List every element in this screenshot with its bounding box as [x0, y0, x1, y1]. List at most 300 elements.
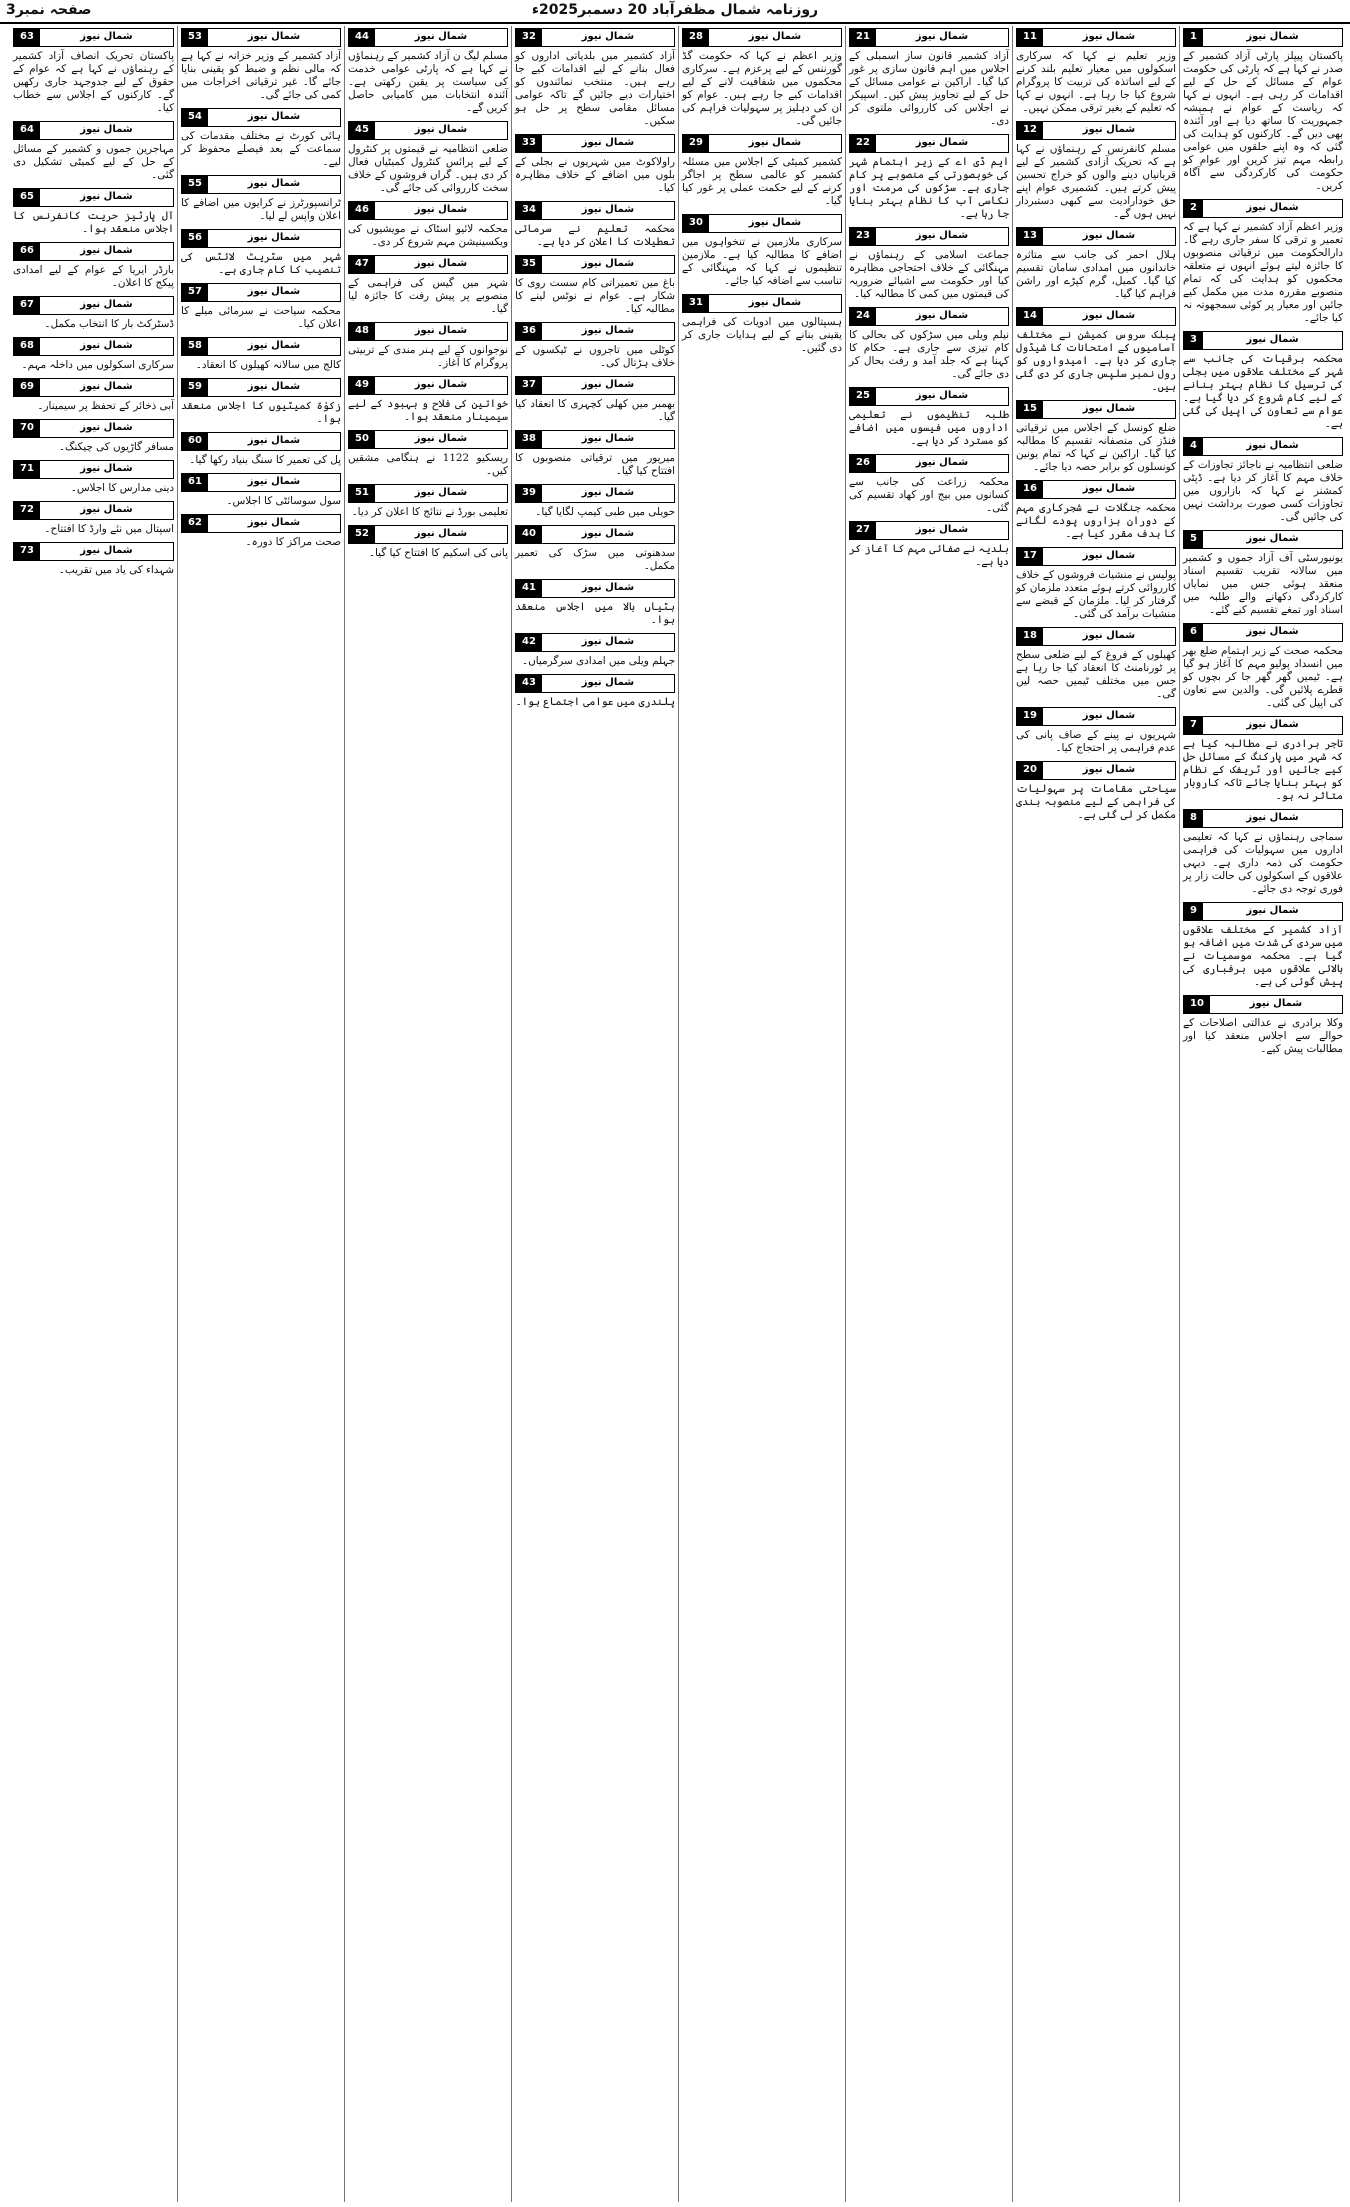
news-source-label: شمال نیوز [247, 111, 301, 122]
news-body: وکلا برادری نے عدالتی اصلاحات کے حوالے سے اجلاس منعقد کیا اور مطالبات پیش کیے۔ [1183, 1017, 1343, 1055]
news-number: 35 [516, 256, 542, 273]
news-source-label: شمال نیوز [414, 124, 468, 135]
news-source-label: شمال نیوز [414, 204, 468, 215]
news-tag [849, 454, 1009, 473]
news-tag [849, 134, 1009, 153]
news-source-label: شمال نیوز [581, 204, 635, 215]
news-number: 18 [1017, 628, 1043, 645]
news-body: ڈسٹرکٹ بار کا انتخاب مکمل۔ [44, 318, 174, 330]
news-item [181, 175, 341, 223]
news-source-label: شمال نیوز [1082, 764, 1136, 775]
news-body: پلندری میں عوامی اجتماع ہوا۔ [515, 696, 675, 708]
news-tag [1183, 199, 1343, 218]
news-number: 33 [516, 135, 542, 152]
news-body: آبی ذخائر کے تحفظ پر سیمینار۔ [37, 400, 174, 412]
news-body: سرکاری اسکولوں میں داخلہ مہم۔ [21, 359, 174, 371]
news-item [849, 521, 1009, 569]
news-tag [1016, 121, 1176, 140]
news-body: سیاحتی مقامات پر سہولیات کی فراہمی کے لیے منصوبہ بندی مکمل کر لی گئی ہے۔ [1016, 783, 1176, 821]
news-tag [515, 633, 675, 652]
news-number: 8 [1184, 810, 1203, 827]
news-item [515, 255, 675, 316]
news-item [1183, 716, 1343, 803]
news-body: نوجوانوں کے لیے ہنر مندی کے تربیتی پروگرام کا آغاز۔ [348, 344, 508, 369]
news-source-label: شمال نیوز [748, 217, 802, 228]
news-source-label: شمال نیوز [915, 390, 969, 401]
news-number: 49 [349, 377, 375, 394]
news-number: 30 [683, 215, 709, 232]
news-column [10, 26, 177, 2202]
news-column [1012, 26, 1179, 2202]
news-tag [13, 542, 174, 561]
news-body: تعلیمی بورڈ نے نتائج کا اعلان کر دیا۔ [351, 506, 508, 518]
news-item [13, 242, 174, 290]
news-source-label: شمال نیوز [1082, 230, 1136, 241]
news-body: خواتین کی فلاح و بہبود کے لیے سیمینار منعقد ہوا۔ [348, 398, 508, 423]
news-body: شہداء کی یاد میں تقریب۔ [58, 564, 174, 576]
news-body: اسپتال میں نئے وارڈ کا افتتاح۔ [44, 523, 174, 535]
news-number: 46 [349, 202, 375, 219]
news-source-label: شمال نیوز [581, 325, 635, 336]
news-body: مسافر گاڑیوں کی چیکنگ۔ [58, 441, 174, 453]
news-tag [348, 255, 508, 274]
news-column [177, 26, 344, 2202]
news-number: 10 [1184, 996, 1210, 1013]
news-source-label: شمال نیوز [748, 31, 802, 42]
news-number: 53 [182, 29, 208, 46]
news-item [682, 294, 842, 355]
news-number: 39 [516, 485, 542, 502]
news-tag [849, 387, 1009, 406]
news-source-label: شمال نیوز [1246, 533, 1299, 544]
news-tag [849, 521, 1009, 540]
news-tag [515, 525, 675, 544]
news-source-label: شمال نیوز [748, 297, 802, 308]
news-tag [348, 28, 508, 47]
news-source-label: شمال نیوز [80, 463, 133, 474]
news-body: جہلم ویلی میں امدادی سرگرمیاں۔ [522, 655, 675, 667]
news-column [344, 26, 511, 2202]
news-source-label: شمال نیوز [414, 379, 468, 390]
news-source-label: شمال نیوز [80, 340, 133, 351]
news-tag [181, 337, 341, 356]
news-number: 50 [349, 431, 375, 448]
news-tag [515, 322, 675, 341]
news-item [181, 28, 341, 102]
news-source-label: شمال نیوز [915, 31, 969, 42]
news-item [515, 28, 675, 128]
news-body: پاکستان پیپلز پارٹی آزاد کشمیر کے صدر نے کہا ہے کہ پارٹی کی حکومت عوام کے مسائل کے حل کے لیے اقدامات کر رہی ہے۔ انہوں نے کہا کہ ریاست کے عوام نے ہمیشہ جمہوریت کا ساتھ دیا ہے اور آئندہ بھی دیں گے۔ کارکنوں کو ہدایت کی گئی کہ وہ اپنے حلقوں میں عوامی رابطہ مہم تیز کریں اور عوام کو حکومت کی کارکردگی سے آگاہ کریں۔ [1183, 50, 1343, 192]
news-body: سدھنوتی میں سڑک کی تعمیر مکمل۔ [515, 547, 675, 572]
news-tag [1016, 400, 1176, 419]
news-tag [181, 473, 341, 492]
news-source-label: شمال نیوز [414, 528, 468, 539]
news-body: محکمہ لائیو اسٹاک نے مویشیوں کی ویکسینیشن مہم شروع کر دی۔ [348, 223, 508, 248]
news-tag [1183, 437, 1343, 456]
news-source-label: شمال نیوز [1246, 812, 1299, 823]
news-source-label: شمال نیوز [581, 258, 635, 269]
news-body: محکمہ صحت کے زیر اہتمام ضلع بھر میں انسداد پولیو مہم کا آغاز ہو گیا ہے۔ ٹیمیں گھر گھر جا کر بچوں کو قطرے پلائیں گی۔ والدین سے تعاون کی اپیل کی گئی۔ [1183, 645, 1343, 709]
news-item [1016, 400, 1176, 474]
news-tag [348, 484, 508, 503]
news-tag [181, 378, 341, 397]
news-source-label: شمال نیوز [414, 258, 468, 269]
news-source-label: شمال نیوز [414, 487, 468, 498]
news-body: محکمہ سیاحت نے سرمائی میلے کا اعلان کیا۔ [181, 305, 341, 330]
news-item [181, 283, 341, 331]
news-number: 64 [14, 122, 40, 139]
news-source-label: شمال نیوز [1246, 31, 1299, 42]
news-item [348, 255, 508, 316]
news-item [348, 121, 508, 195]
news-tag [181, 432, 341, 451]
news-tag [515, 579, 675, 598]
news-source-label: شمال نیوز [80, 124, 133, 135]
news-number: 48 [349, 323, 375, 340]
news-source-label: شمال نیوز [247, 31, 301, 42]
news-source-label: شمال نیوز [414, 31, 468, 42]
news-number: 1 [1184, 29, 1203, 46]
news-tag [515, 134, 675, 153]
news-number: 51 [349, 485, 375, 502]
news-body: ضلعی انتظامیہ نے ناجائز تجاوزات کے خلاف مہم کا آغاز کر دیا ہے۔ ڈپٹی کمشنر نے کہا کہ بازاروں میں تجاوزات کسی صورت برداشت نہیں کی جائیں گی۔ [1183, 459, 1343, 523]
news-item [849, 28, 1009, 128]
news-tag [13, 121, 174, 140]
news-number: 14 [1017, 308, 1043, 325]
news-number: 66 [14, 243, 40, 260]
news-tag [1016, 627, 1176, 646]
news-tag [515, 255, 675, 274]
news-number: 27 [850, 522, 876, 539]
news-source-label: شمال نیوز [581, 636, 635, 647]
news-number: 21 [850, 29, 876, 46]
news-body: طلبہ تنظیموں نے تعلیمی اداروں میں فیسوں میں اضافے کو مسترد کر دیا ہے۔ [849, 409, 1009, 447]
news-item [13, 296, 174, 331]
news-source-label: شمال نیوز [414, 433, 468, 444]
news-item [181, 432, 341, 467]
news-number: 41 [516, 580, 542, 597]
news-tag [1183, 331, 1343, 350]
news-tag [181, 514, 341, 533]
news-source-label: شمال نیوز [581, 137, 635, 148]
news-body: آل پارٹیز حریت کانفرنس کا اجلاس منعقد ہوا۔ [13, 210, 174, 235]
news-item [181, 108, 341, 169]
news-item [348, 28, 508, 115]
news-tag [348, 525, 508, 544]
news-tag [181, 108, 341, 127]
page-number: صفحہ نمبر3 [6, 2, 92, 18]
news-body: آزاد کشمیر کے وزیر خزانہ نے کہا ہے کہ مالی نظم و ضبط کو یقینی بنایا جائے گا۔ غیر ترقیاتی اخراجات میں کمی کی جائے گی۔ [181, 50, 341, 101]
news-body: مسلم کانفرنس کے رہنماؤں نے کہا ہے کہ تحریک آزادی کشمیر کے لیے قربانیاں دینے والوں کو خراج تحسین پیش کرتے ہیں۔ کشمیری عوام اپنے حق خودارادیت سے کبھی دستبردار نہیں ہوں گے۔ [1016, 143, 1176, 220]
news-number: 5 [1184, 531, 1203, 548]
news-tag [13, 188, 174, 207]
news-tag [682, 294, 842, 313]
news-item [1183, 530, 1343, 617]
news-source-label: شمال نیوز [581, 433, 635, 444]
news-item [13, 501, 174, 536]
news-source-label: شمال نیوز [915, 524, 969, 535]
news-item [515, 674, 675, 709]
news-source-label: شمال نیوز [414, 325, 468, 336]
news-number: 19 [1017, 708, 1043, 725]
news-tag [13, 296, 174, 315]
news-source-label: شمال نیوز [581, 677, 635, 688]
news-item [515, 201, 675, 249]
news-number: 11 [1017, 29, 1043, 46]
news-source-label: شمال نیوز [748, 137, 802, 148]
news-item [13, 460, 174, 495]
news-body: ریسکیو 1122 نے ہنگامی مشقیں کیں۔ [348, 452, 508, 477]
news-body: دینی مدارس کا اجلاس۔ [70, 482, 174, 494]
masthead [0, 0, 1350, 24]
news-body: وزیر تعلیم نے کہا کہ سرکاری اسکولوں میں معیار تعلیم بلند کرنے کے لیے اساتذہ کی تربیت کا پروگرام شروع کیا جا رہا ہے۔ انہوں نے کہا کہ تعلیم کے بغیر ترقی ممکن نہیں۔ [1016, 50, 1176, 114]
news-source-label: شمال نیوز [915, 230, 969, 241]
news-item [849, 454, 1009, 515]
news-number: 34 [516, 202, 542, 219]
news-item [849, 387, 1009, 448]
news-item [181, 473, 341, 508]
news-item [1016, 28, 1176, 115]
news-source-label: شمال نیوز [247, 286, 301, 297]
news-source-label: شمال نیوز [247, 476, 301, 487]
news-body: ہائی کورٹ نے مختلف مقدمات کی سماعت کے بعد فیصلے محفوظ کر لیے۔ [181, 130, 341, 168]
news-body: ضلع کونسل کے اجلاس میں ترقیاتی فنڈز کی منصفانہ تقسیم کا مطالبہ کیا گیا۔ اراکین نے کہا کہ تمام یونین کونسلوں کو برابر حصہ دیا جائے۔ [1016, 422, 1176, 473]
news-item [515, 633, 675, 668]
news-body: مہاجرین جموں و کشمیر کے مسائل کے حل کے لیے کمیٹی تشکیل دی گئی۔ [13, 143, 174, 181]
news-source-label: شمال نیوز [247, 517, 301, 528]
news-tag [181, 283, 341, 302]
news-item [1183, 331, 1343, 431]
news-number: 17 [1017, 548, 1043, 565]
news-number: 40 [516, 526, 542, 543]
news-tag [348, 201, 508, 220]
news-source-label: شمال نیوز [915, 457, 969, 468]
news-number: 45 [349, 122, 375, 139]
news-tag [1016, 28, 1176, 47]
news-source-label: شمال نیوز [80, 422, 133, 433]
news-tag [1183, 28, 1343, 47]
news-item [13, 542, 174, 577]
news-number: 15 [1017, 401, 1043, 418]
news-source-label: شمال نیوز [1082, 310, 1136, 321]
news-body: پولیس نے منشیات فروشوں کے خلاف کارروائی کرتے ہوئے متعدد ملزمان کو گرفتار کر لیا۔ ملزمان کے قبضے سے منشیات برآمد کی گئی۔ [1016, 569, 1176, 620]
news-body: ہلال احمر کی جانب سے متاثرہ خاندانوں میں امدادی سامان تقسیم کیا گیا۔ کمبل، گرم کپڑے اور راشن فراہم کیا گیا۔ [1016, 249, 1176, 300]
news-number: 7 [1184, 717, 1203, 734]
news-source-label: شمال نیوز [80, 191, 133, 202]
news-item [181, 378, 341, 426]
news-tag [849, 227, 1009, 246]
news-number: 36 [516, 323, 542, 340]
news-item [348, 484, 508, 519]
news-number: 43 [516, 675, 542, 692]
news-item [181, 514, 341, 549]
news-number: 32 [516, 29, 542, 46]
newspaper-title: روزنامہ شمال مظفرآباد 20 دسمبر2025ء [531, 2, 819, 18]
news-number: 6 [1184, 624, 1203, 641]
news-item [1183, 437, 1343, 524]
news-tag [181, 175, 341, 194]
news-tag [1183, 902, 1343, 921]
news-item [849, 227, 1009, 301]
news-item [1183, 902, 1343, 989]
news-number: 70 [14, 420, 40, 437]
news-number: 47 [349, 256, 375, 273]
news-source-label: شمال نیوز [1246, 626, 1299, 637]
news-source-label: شمال نیوز [1082, 710, 1136, 721]
news-tag [1016, 761, 1176, 780]
news-number: 65 [14, 189, 40, 206]
news-body: کھیلوں کے فروغ کے لیے ضلعی سطح پر ٹورنامنٹ کا انعقاد کیا جا رہا ہے جس میں مختلف ٹیمیں حصہ لیں گی۔ [1016, 649, 1176, 700]
news-item [348, 376, 508, 424]
news-number: 56 [182, 230, 208, 247]
news-tag [1183, 623, 1343, 642]
news-source-label: شمال نیوز [1082, 403, 1136, 414]
news-item [13, 337, 174, 372]
news-body: پل کی تعمیر کا سنگ بنیاد رکھا گیا۔ [189, 454, 341, 466]
news-number: 57 [182, 284, 208, 301]
news-body: محکمہ برقیات کی جانب سے شہر کے مختلف علاقوں میں بجلی کی ترسیل کا نظام بہتر بنانے کے لیے کام شروع کر دیا گیا ہے۔ عوام سے تعاون کی اپیل کی گئی ہے۔ [1183, 353, 1343, 430]
news-number: 20 [1017, 762, 1043, 779]
news-tag [13, 501, 174, 520]
news-body: مسلم لیگ ن آزاد کشمیر کے رہنماؤں نے کہا ہے کہ پارٹی عوامی خدمت کی سیاست پر یقین رکھتی ہے۔ آئندہ انتخابات میں کامیابی حاصل کریں گے۔ [348, 50, 508, 114]
news-item [515, 430, 675, 478]
news-tag [1016, 480, 1176, 499]
news-number: 28 [683, 29, 709, 46]
news-tag [1183, 716, 1343, 735]
news-body: کشمیر کمیٹی کے اجلاس میں مسئلہ کشمیر کو عالمی سطح پر اجاگر کرنے کے لیے حکمت عملی پر غور کیا گیا۔ [682, 156, 842, 207]
news-body: محکمہ تعلیم نے سرمائی تعطیلات کا اعلان کر دیا ہے۔ [515, 223, 675, 248]
news-source-label: شمال نیوز [80, 245, 133, 256]
news-tag [849, 307, 1009, 326]
news-source-label: شمال نیوز [1082, 483, 1136, 494]
news-item [348, 322, 508, 370]
news-source-label: شمال نیوز [1082, 124, 1136, 135]
news-item [1183, 623, 1343, 710]
news-tag [348, 322, 508, 341]
news-tag [515, 674, 675, 693]
news-item [515, 322, 675, 370]
news-number: 16 [1017, 481, 1043, 498]
news-tag [515, 201, 675, 220]
news-body: پاکستان تحریک انصاف آزاد کشمیر کے رہنماؤں نے کہا ہے کہ عوام کے حقوق کے لیے جدوجہد جاری رکھیں گے۔ کارکنوں کے اجلاس سے خطاب کیا۔ [13, 50, 174, 114]
news-body: زکوٰۃ کمیٹیوں کا اجلاس منعقد ہوا۔ [181, 400, 341, 425]
news-tag [13, 337, 174, 356]
news-item [682, 134, 842, 208]
news-number: 61 [182, 474, 208, 491]
news-item [515, 376, 675, 424]
news-body: میرپور میں ترقیاتی منصوبوں کا افتتاح کیا گیا۔ [515, 452, 675, 477]
news-tag [1016, 307, 1176, 326]
news-source-label: شمال نیوز [1082, 550, 1136, 561]
news-body: یونیورسٹی آف آزاد جموں و کشمیر میں سالانہ تقریب تقسیم اسناد منعقد ہوئی جس میں نمایاں کارکردگی دکھانے والے طلبہ میں اسناد اور تمغے تقسیم کیے گئے۔ [1183, 552, 1343, 616]
news-body: تاجر برادری نے مطالبہ کیا ہے کہ شہر میں پارکنگ کے مسائل حل کیے جائیں اور ٹریفک کے نظام کو بہتر بنایا جائے تاکہ کاروبار متاثر نہ ہو۔ [1183, 738, 1343, 802]
news-number: 60 [182, 433, 208, 450]
news-item [348, 430, 508, 478]
news-source-label: شمال نیوز [1082, 630, 1136, 641]
news-body: شہر میں گیس کی فراہمی کے منصوبے پر پیش رفت کا جائزہ لیا گیا۔ [348, 277, 508, 315]
news-tag [348, 121, 508, 140]
news-number: 23 [850, 228, 876, 245]
news-item [13, 28, 174, 115]
news-body: بارڈر ایریا کے عوام کے لیے امدادی پیکج کا اعلان۔ [13, 264, 174, 289]
news-item [682, 28, 842, 128]
news-item [181, 337, 341, 372]
news-item [1016, 480, 1176, 541]
news-tag [1183, 995, 1343, 1014]
news-number: 2 [1184, 200, 1203, 217]
news-item [515, 579, 675, 627]
news-item [1016, 761, 1176, 822]
news-column [845, 26, 1012, 2202]
news-body: ضلعی انتظامیہ نے قیمتوں پر کنٹرول کے لیے پرائس کنٹرول کمیٹیاں فعال کر دی ہیں۔ گراں فروشوں کے خلاف سخت کارروائی کی جائے گی۔ [348, 143, 508, 194]
news-tag [181, 28, 341, 47]
news-source-label: شمال نیوز [80, 299, 133, 310]
news-number: 68 [14, 338, 40, 355]
news-source-label: شمال نیوز [1246, 202, 1299, 213]
news-item [1016, 121, 1176, 221]
news-source-label: شمال نیوز [1246, 334, 1299, 345]
news-body: بھمبر میں کھلی کچہری کا انعقاد کیا گیا۔ [515, 398, 675, 423]
news-source-label: شمال نیوز [581, 582, 635, 593]
news-body: کالج میں سالانہ کھیلوں کا انعقاد۔ [195, 359, 341, 371]
news-number: 12 [1017, 122, 1043, 139]
news-item [13, 188, 174, 236]
news-number: 72 [14, 502, 40, 519]
news-number: 31 [683, 295, 709, 312]
news-tag [1183, 530, 1343, 549]
news-tag [1016, 227, 1176, 246]
news-tag [13, 419, 174, 438]
news-tag [1183, 809, 1343, 828]
news-tag [515, 430, 675, 449]
news-source-label: شمال نیوز [247, 178, 301, 189]
news-body: ہٹیاں بالا میں اجلاس منعقد ہوا۔ [515, 601, 675, 626]
news-item [1183, 995, 1343, 1056]
news-tag [348, 430, 508, 449]
news-body: باغ میں تعمیراتی کام سست روی کا شکار ہے۔ عوام نے نوٹس لینے کا مطالبہ کیا۔ [515, 277, 675, 315]
news-number: 13 [1017, 228, 1043, 245]
news-number: 3 [1184, 332, 1203, 349]
news-number: 38 [516, 431, 542, 448]
news-item [181, 229, 341, 277]
news-body: پانی کی اسکیم کا افتتاح کیا گیا۔ [368, 547, 508, 559]
news-item [1016, 227, 1176, 301]
news-tag [13, 28, 174, 47]
news-tag [13, 242, 174, 261]
news-tag [515, 376, 675, 395]
news-tag [13, 378, 174, 397]
news-tag [13, 460, 174, 479]
news-number: 26 [850, 455, 876, 472]
news-source-label: شمال نیوز [247, 340, 301, 351]
news-body: آزاد کشمیر قانون ساز اسمبلی کے اجلاس میں اہم قانون سازی پر غور کیا گیا۔ اراکین نے عوامی مسائل کے حل کے لیے تجاویز پیش کیں۔ اسپیکر نے اجلاس کی کارروائی ملتوی کر دی۔ [849, 50, 1009, 127]
news-item [348, 201, 508, 249]
news-item [849, 134, 1009, 221]
news-number: 9 [1184, 903, 1203, 920]
news-source-label: شمال نیوز [247, 232, 301, 243]
news-tag [682, 134, 842, 153]
news-item [515, 525, 675, 573]
news-item [1183, 809, 1343, 896]
news-body: حویلی میں طبی کیمپ لگایا گیا۔ [535, 506, 675, 518]
news-tag [515, 28, 675, 47]
news-item [13, 121, 174, 182]
news-number: 29 [683, 135, 709, 152]
news-body: ایم ڈی اے کے زیر اہتمام شہر کی خوبصورتی کے منصوبے پر کام جاری ہے۔ سڑکوں کی مرمت اور نکاسی آب کا نظام بہتر بنایا جا رہا ہے۔ [849, 156, 1009, 220]
news-source-label: شمال نیوز [80, 545, 133, 556]
news-number: 58 [182, 338, 208, 355]
news-item [515, 484, 675, 519]
